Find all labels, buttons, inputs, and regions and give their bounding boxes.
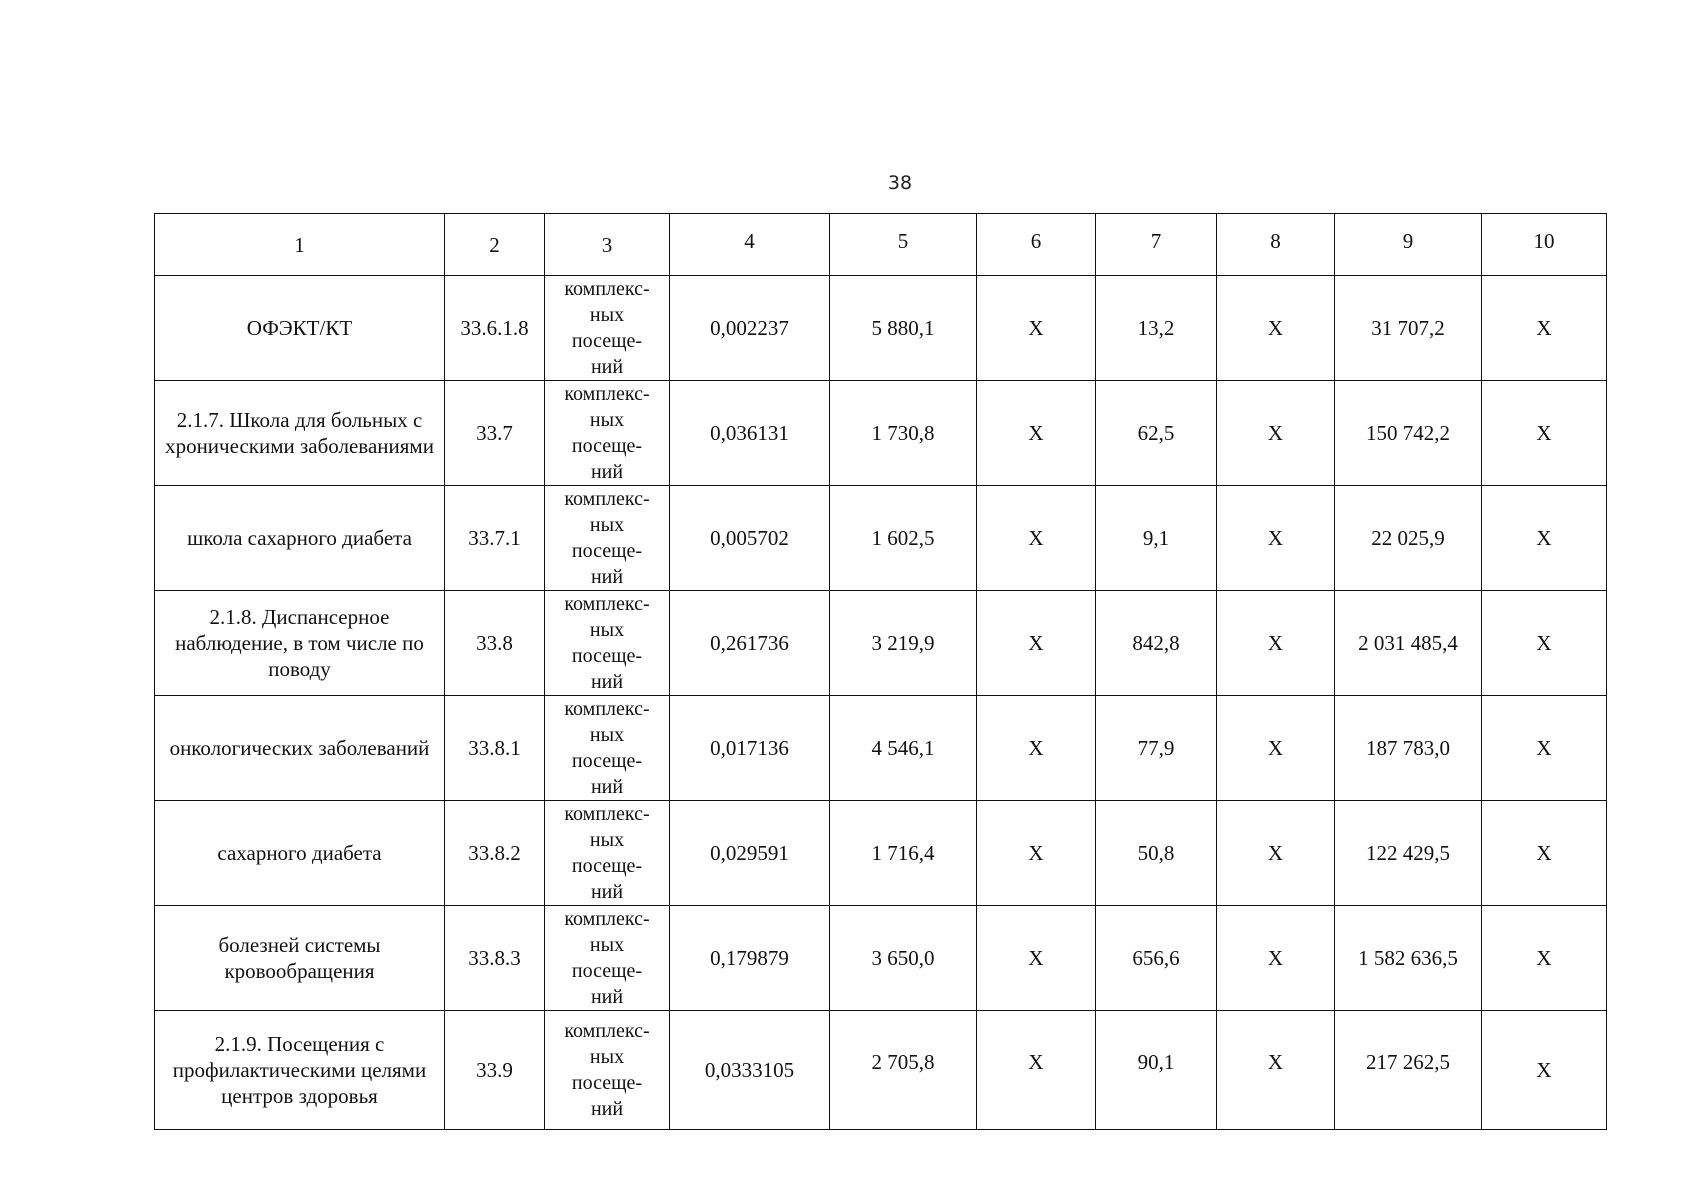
value-cell-8: X [1217,801,1335,906]
row-unit-cell: комплекс- ных посеще- ний [545,906,670,1011]
row-code-cell: 33.6.1.8 [445,276,545,381]
value-cell-6: X [977,276,1096,381]
value-cell-5: 3 219,9 [830,591,977,696]
data-table [154,213,1607,1130]
row-code-cell: 33.7 [445,381,545,486]
value-cell-4: 0,002237 [670,276,830,381]
table-row [155,801,1607,906]
value-cell-10: X [1482,906,1607,1011]
value-cell-8: X [1217,486,1335,591]
value-cell-8: X [1217,696,1335,801]
table-body [155,214,1607,1130]
column-header: 9 [1335,214,1482,276]
value-cell-10: X [1482,486,1607,591]
row-name-cell: 2.1.8. Диспансерное наблюдение, в том числе по поводу [155,591,445,696]
value-cell-5: 5 880,1 [830,276,977,381]
column-header: 8 [1217,214,1335,276]
value-cell-10: X [1482,1011,1607,1130]
header-row [155,214,1607,276]
value-cell-7: 50,8 [1096,801,1217,906]
row-code-cell: 33.8.3 [445,906,545,1011]
value-cell-9: 22 025,9 [1335,486,1482,591]
row-unit-cell: комплекс- ных посеще- ний [545,486,670,591]
row-name-cell: школа сахарного диабета [155,486,445,591]
value-cell-4: 0,005702 [670,486,830,591]
value-cell-7: 656,6 [1096,906,1217,1011]
value-cell-9: 150 742,2 [1335,381,1482,486]
table-row [155,486,1607,591]
table-row [155,276,1607,381]
value-cell-4: 0,0333105 [670,1011,830,1130]
value-cell-10: X [1482,591,1607,696]
row-name-cell: 2.1.7. Школа для больных с хроническими заболеваниями [155,381,445,486]
row-unit-cell: комплекс- ных посеще- ний [545,591,670,696]
value-cell-6: X [977,696,1096,801]
value-cell-7: 842,8 [1096,591,1217,696]
table-row [155,591,1607,696]
value-cell-6: X [977,591,1096,696]
value-cell-6: X [977,801,1096,906]
value-cell-6: X [977,486,1096,591]
value-cell-7: 77,9 [1096,696,1217,801]
column-header: 4 [670,214,830,276]
row-name-cell: 2.1.9. Посещения с профилактическими целями центров здоровья [155,1011,445,1130]
column-header: 7 [1096,214,1217,276]
value-cell-4: 0,017136 [670,696,830,801]
column-header: 3 [545,214,670,276]
value-cell-8: X [1217,381,1335,486]
value-cell-10: X [1482,381,1607,486]
value-cell-7: 9,1 [1096,486,1217,591]
column-header: 10 [1482,214,1607,276]
value-cell-5: 1 730,8 [830,381,977,486]
row-code-cell: 33.9 [445,1011,545,1130]
value-cell-7: 90,1 [1096,1011,1217,1130]
row-name-cell: онкологических заболеваний [155,696,445,801]
value-cell-10: X [1482,801,1607,906]
value-cell-8: X [1217,1011,1335,1130]
row-name-cell: сахарного диабета [155,801,445,906]
value-cell-5: 1 716,4 [830,801,977,906]
row-unit-cell: комплекс- ных посеще- ний [545,801,670,906]
table-row [155,696,1607,801]
table-row [155,1011,1607,1130]
value-cell-8: X [1217,591,1335,696]
value-cell-9: 31 707,2 [1335,276,1482,381]
page-number: 38 [887,172,913,194]
row-code-cell: 33.8 [445,591,545,696]
value-cell-9: 187 783,0 [1335,696,1482,801]
value-cell-9: 1 582 636,5 [1335,906,1482,1011]
value-cell-6: X [977,906,1096,1011]
column-header: 1 [155,214,445,276]
row-code-cell: 33.8.2 [445,801,545,906]
value-cell-5: 4 546,1 [830,696,977,801]
value-cell-9: 2 031 485,4 [1335,591,1482,696]
value-cell-4: 0,029591 [670,801,830,906]
row-code-cell: 33.8.1 [445,696,545,801]
row-code-cell: 33.7.1 [445,486,545,591]
value-cell-7: 62,5 [1096,381,1217,486]
value-cell-8: X [1217,906,1335,1011]
value-cell-9: 122 429,5 [1335,801,1482,906]
value-cell-6: X [977,1011,1096,1130]
column-header: 2 [445,214,545,276]
value-cell-5: 2 705,8 [830,1011,977,1130]
column-header: 6 [977,214,1096,276]
value-cell-5: 1 602,5 [830,486,977,591]
value-cell-4: 0,036131 [670,381,830,486]
row-unit-cell: комплекс- ных посеще- ний [545,696,670,801]
value-cell-7: 13,2 [1096,276,1217,381]
value-cell-10: X [1482,276,1607,381]
value-cell-4: 0,179879 [670,906,830,1011]
value-cell-9: 217 262,5 [1335,1011,1482,1130]
row-name-cell: болезней системы кровообращения [155,906,445,1011]
value-cell-6: X [977,381,1096,486]
column-header: 5 [830,214,977,276]
value-cell-4: 0,261736 [670,591,830,696]
row-name-cell: ОФЭКТ/КТ [155,276,445,381]
row-unit-cell: комплекс- ных посеще- ний [545,1011,670,1130]
value-cell-5: 3 650,0 [830,906,977,1011]
value-cell-10: X [1482,696,1607,801]
row-unit-cell: комплекс- ных посеще- ний [545,276,670,381]
table-row [155,381,1607,486]
value-cell-8: X [1217,276,1335,381]
row-unit-cell: комплекс- ных посеще- ний [545,381,670,486]
table-row [155,906,1607,1011]
